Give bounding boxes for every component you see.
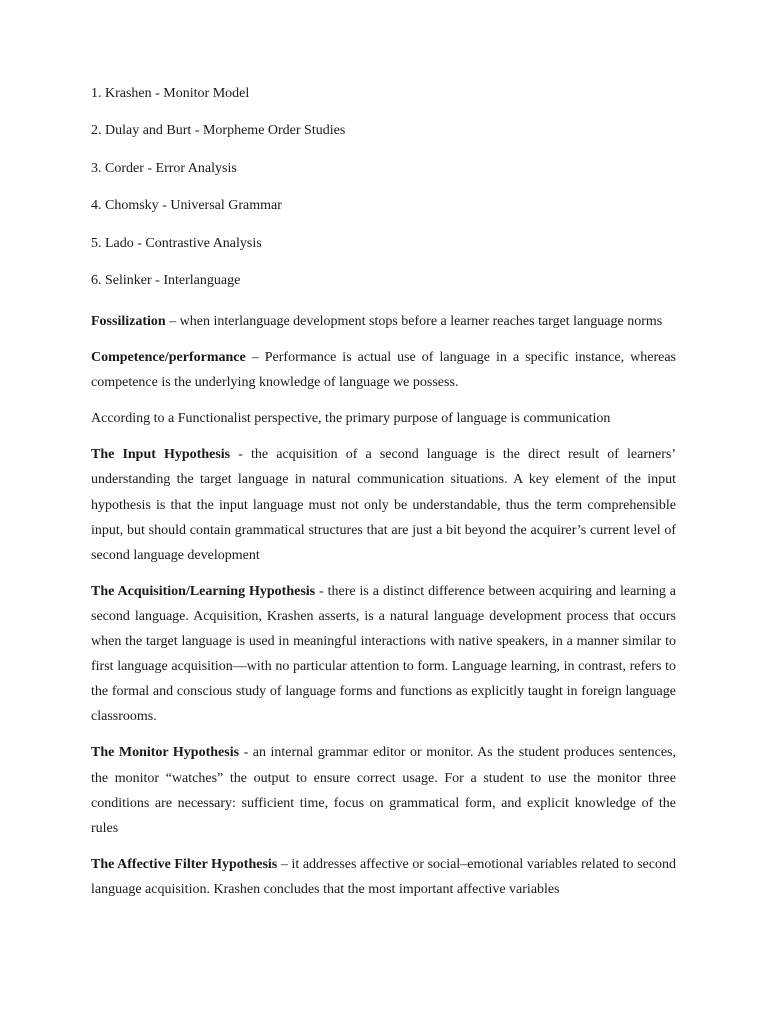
list-item: 5. Lado - Contrastive Analysis xyxy=(91,235,262,251)
paragraph-text: According to a Functionalist perspective, the primary purpose of language is communication xyxy=(91,411,611,427)
term-heading: The Affective Filter Hypothesis xyxy=(91,856,278,872)
document-body xyxy=(91,309,676,913)
paragraph-text: - the acquisition of a second language is the direct result of learners’ understanding the target language in natural communication situations. A key element of the input hypothesis is that the input language must not only be understandable, thus the term comprehensible input, but should contain grammatical structures that are just a bit beyond the acquirer’s current level of second language development xyxy=(91,447,676,563)
paragraph-input-hypothesis xyxy=(91,442,676,567)
list-item: 2. Dulay and Burt - Morpheme Order Studies xyxy=(91,123,346,139)
paragraph-text: – Performance is actual use of language in a specific instance, whereas competence is the underlying knowledge of language we possess. xyxy=(91,350,676,391)
paragraph-text: – it addresses affective or social–emotional variables related to second language acquisition. Krashen concludes that the most important affective variables xyxy=(91,856,676,897)
term-heading: The Monitor Hypothesis xyxy=(91,745,240,761)
list-item: 6. Selinker - Interlanguage xyxy=(91,272,241,288)
paragraph-text: - an internal grammar editor or monitor. As the student produces sentences, the monitor “watches” the output to ensure correct usage. For a student to use the monitor three conditions are necessary: sufficient time, focus on grammatical form, and explicit knowledge of the rules xyxy=(91,745,676,836)
paragraph-acquisition-learning xyxy=(91,579,676,730)
list-item: 1. Krashen - Monitor Model xyxy=(91,86,250,101)
paragraph-monitor-hypothesis xyxy=(91,740,676,840)
list-item: 4. Chomsky - Universal Grammar xyxy=(91,198,282,214)
paragraph-affective-filter xyxy=(91,852,676,902)
list-item: 3. Corder - Error Analysis xyxy=(91,160,237,176)
paragraph-text: – when interlanguage development stops before a learner reaches target language norms xyxy=(165,314,663,329)
paragraph-functionalist xyxy=(91,406,676,431)
term-heading: Competence/performance xyxy=(91,350,246,366)
paragraph-text: - there is a distinct difference between acquiring and learning a second language. Acquisition, Krashen asserts, is a natural language development process that occurs when the target language is used in meaningful interactions with native speakers, in a manner similar to first language acquisition—with no particular attention to form. Language learning, in contrast, refers to the formal and conscious study of language forms and functions as explicitly taught in foreign language classrooms. xyxy=(91,583,676,725)
term-heading: The Input Hypothesis xyxy=(91,447,231,463)
paragraph-competence xyxy=(91,345,676,395)
term-heading: Fossilization xyxy=(91,314,166,329)
term-heading: The Acquisition/Learning Hypothesis xyxy=(91,583,316,599)
theorist-list xyxy=(91,85,691,309)
paragraph-fossilization xyxy=(91,309,676,334)
